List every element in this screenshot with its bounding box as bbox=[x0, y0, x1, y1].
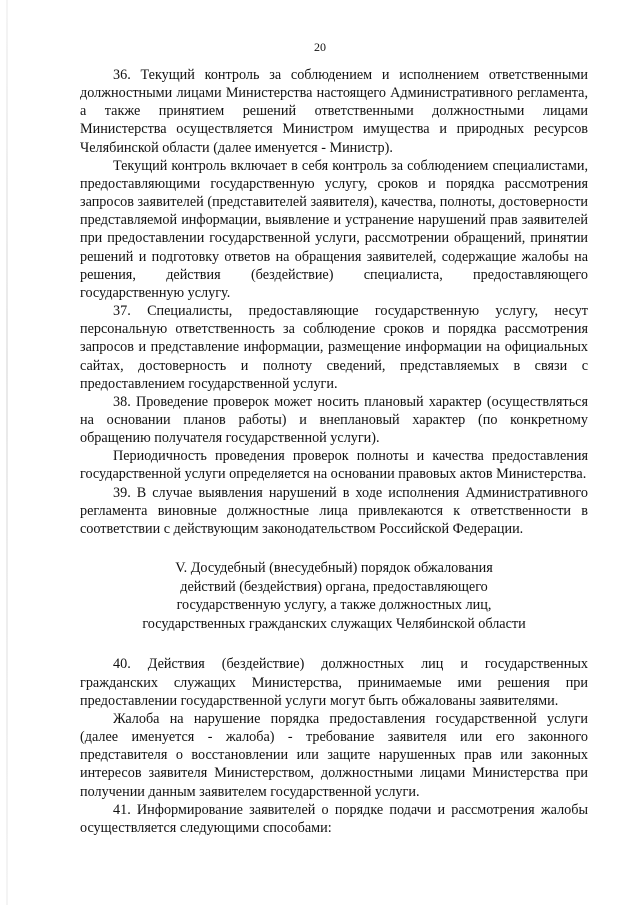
paragraph-current-control: Текущий контроль включает в себя контроль за соблюдением специалистами, предоставляющими государственную услугу, сроков и порядка рассмотрения запросов заявителей (представителей заявителя), качества, полноты, достоверности представляемой информации, выявление и устранение нарушений прав заявителей при предоставлении государственной услуги, рассмотрении обращений, принятии решений и подготовку ответов на обращения заявителей, содержащие жалобы на решения, действия (бездействие) специалиста, предоставляющего государственную услугу. bbox=[80, 157, 588, 301]
section-heading-line: действий (бездействия) органа, предоставляющего bbox=[180, 578, 488, 595]
paragraph-36: 36. Текущий контроль за соблюдением и исполнением ответственными должностными лицами Министерства настоящего Административного регламента, а также принятием решений ответственными должностными лицами Министерства осуществляется Министром имущества и природных ресурсов Челябинской области (далее именуется - Министр). bbox=[80, 67, 588, 156]
paragraph-inspection-frequency: Периодичность проведения проверок полноты и качества предоставления государственной услуги определяется на основании правовых актов Министерства. bbox=[80, 448, 588, 483]
section-heading-v bbox=[80, 559, 588, 633]
section-heading-line: V. Досудебный (внесудебный) порядок обжалования bbox=[175, 560, 493, 577]
paragraph-complaint-definition: Жалоба на нарушение порядка предоставления государственной услуги (далее именуется - жалоба) - требование заявителя или его законного представителя о восстановлении или защите нарушенных прав или законных интересов заявителя Министерством, должностными лицами Министерства при получении данным заявителем государственной услуги. bbox=[80, 710, 588, 800]
paragraph-40: 40. Действия (бездействие) должностных лиц и государственных гражданских служащих Министерства, принимаемые ими решения при предоставлении государственной услуги могут быть обжалованы заявителями. bbox=[80, 656, 588, 709]
document-body bbox=[80, 66, 588, 837]
scan-edge-shadow bbox=[6, 0, 8, 905]
paragraph-39: 39. В случае выявления нарушений в ходе исполнения Административного регламента виновные должностные лица привлекаются к ответственности в соответствии с действующим законодательством Российской Федерации. bbox=[80, 484, 588, 537]
paragraph-38: 38. Проведение проверок может носить плановый характер (осуществляться на основании планов работы) и внеплановый характер (по конкретному обращению получателя государственной услуги). bbox=[80, 393, 588, 447]
page-number: 20 bbox=[314, 40, 326, 54]
section-heading-line: государственную услугу, а также должностных лиц, bbox=[176, 597, 492, 614]
paragraph-41: 41. Информирование заявителей о порядке подачи и рассмотрения жалобы осуществляется следующими способами: bbox=[80, 801, 588, 836]
section-heading-line: государственных гражданских служащих Челябинской области bbox=[142, 615, 526, 632]
paragraph-37: 37. Специалисты, предоставляющие государственную услугу, несут персональную ответственность за соблюдение сроков и порядка рассмотрения запросов и представление информации, размещение информации на официальных сайтах, достоверность и полноту сведений, представляемых в связи с предоставлением государственной услуги. bbox=[80, 303, 588, 392]
